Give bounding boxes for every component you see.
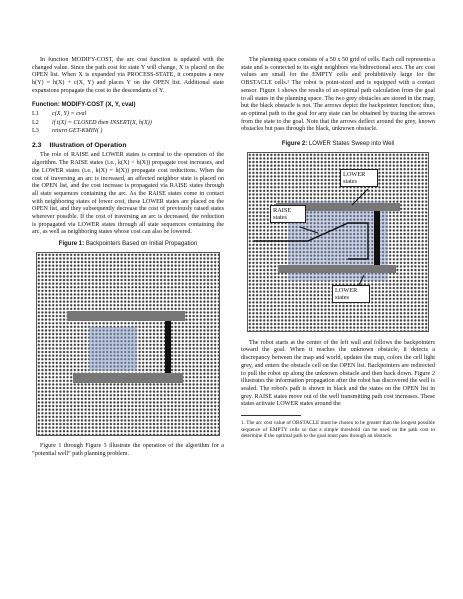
figure-1 (36, 252, 220, 436)
caption-text: Backpointers Based on Initial Propagation (85, 241, 198, 248)
figure-2 (247, 152, 429, 332)
lower-states-label: LOWER states (332, 285, 370, 303)
algorithm-line (32, 128, 224, 137)
left-column (32, 57, 224, 458)
figure-number: 2: (301, 141, 308, 148)
function-title: Function: MODIFY-COST (X, Y, cval) (32, 100, 136, 108)
paragraph: The planning space consists of a 50 x 50 grid of cells. Each cell represents a state and is connected to its eight neighbors via bidirectional arcs. The arc cost values are small for the EMPTY cells and prohibitively large for the OBSTACLE cells.¹ The robot is point-sized and is equipped with a contact sensor. Figure 1 shows the results of an optimal path calculation from the goal to all states in the planning space. The two grey obstacles are stored in the map, but the black obstacle is not. The arrows depict the backpointer function; thus, an optimal path to the goal for any state can be obtained by tracing the arrows from the state to the goal. Note that the arrows deflect around the grey, known obstacles but pass through the black, unknown obstacle. (241, 57, 435, 133)
line-code: if t(X) = CLOSED then INSERT(X, h(X)) (52, 119, 152, 126)
grid-figure-2 (248, 153, 428, 331)
lower-states-label: LOWER states (340, 169, 378, 187)
grid-figure-1 (37, 253, 219, 435)
line-label: L2 (32, 119, 39, 126)
caption-text: LOWER States Sweep into Well (308, 141, 395, 148)
line-label: L3 (32, 128, 39, 135)
section-number: 2.3 (32, 141, 42, 149)
figure-caption (241, 141, 435, 149)
algorithm-line (32, 111, 224, 120)
right-column (241, 57, 435, 440)
section-heading (32, 142, 224, 150)
line-label: L1 (32, 111, 39, 118)
line-code: c(X, Y) = cval (52, 111, 87, 118)
figure-label: Figure (281, 141, 301, 148)
line-code: return GET-KMIN( ) (52, 128, 103, 135)
paragraph: In function MODIFY-COST, the arc cost function is updated with the changed value. Since the path cost for state Y will change, X is placed on the OPEN list. When X is expanded via PROCESS-STATE, it computes a new h(Y) = h(X) + c(X, Y) and places Y on the OPEN list. Additional state expansions propagate the cost to the descendants of Y. (32, 57, 224, 94)
footnote: 1. The arc cost value of OBSTACLE must be chosen to be greater than the longest possible sequence of EMPTY cells so that a simple threshold can be used on the path cost to determine if the optimal path to the goal must pass through an obstacle. (241, 420, 435, 440)
raise-states-label: RAISE states (270, 205, 306, 223)
figure-caption (32, 241, 224, 249)
paragraph: Figure 1 through Figure 3 illustrate the operation of the algorithm for a “potential well” path planning problem. (32, 442, 224, 457)
algorithm-line (32, 120, 224, 129)
figure-number: 1: (78, 241, 85, 248)
algorithm-listing (32, 111, 224, 137)
section-title: Illustration of Operation (49, 141, 127, 149)
paragraph: The robot starts at the center of the left wall and follows the backpointers toward the goal. When it reaches the unknown obstacle, it detects a discrepancy between the map and world, updates the map, colors the cell light grey, and enters the obstacle cell on the OPEN list. Backpointers are redirected to pull the robot up along the unknown obstacle and then back down. Figure 2 illustrates the information propagation after the robot has discovered the well is sealed. The robot's path is shown in black and the states on the OPEN list in grey. RAISE states move out of the well transmitting path cost increases. These states activate LOWER states around the (241, 339, 435, 408)
footnote-rule (241, 415, 301, 416)
figure-label: Figure (58, 241, 78, 248)
paragraph: The role of RAISE and LOWER states is central to the operation of the algorithm. The RAISE states (i.e., k(X) < h(X)) propagate cost increases, and the LOWER states (i.e., k(X) = h(X)) propagate cost reductions. When the cost of traversing an arc is increased, an affected neighbor state is placed on the OPEN list, and the cost increase is propagated via RAISE states through all state sequences containing the arc. As the RAISE states come in contact with neighboring states of lower cost, these LOWER states are placed on the OPEN list, and they subsequently decrease the cost of previously raised states wherever possible. If the cost of traversing an arc is decreased, the reduction is propagated via LOWER states through all state sequences containing the arc, as well as neighboring states whose cost can also be lowered. (32, 152, 224, 236)
